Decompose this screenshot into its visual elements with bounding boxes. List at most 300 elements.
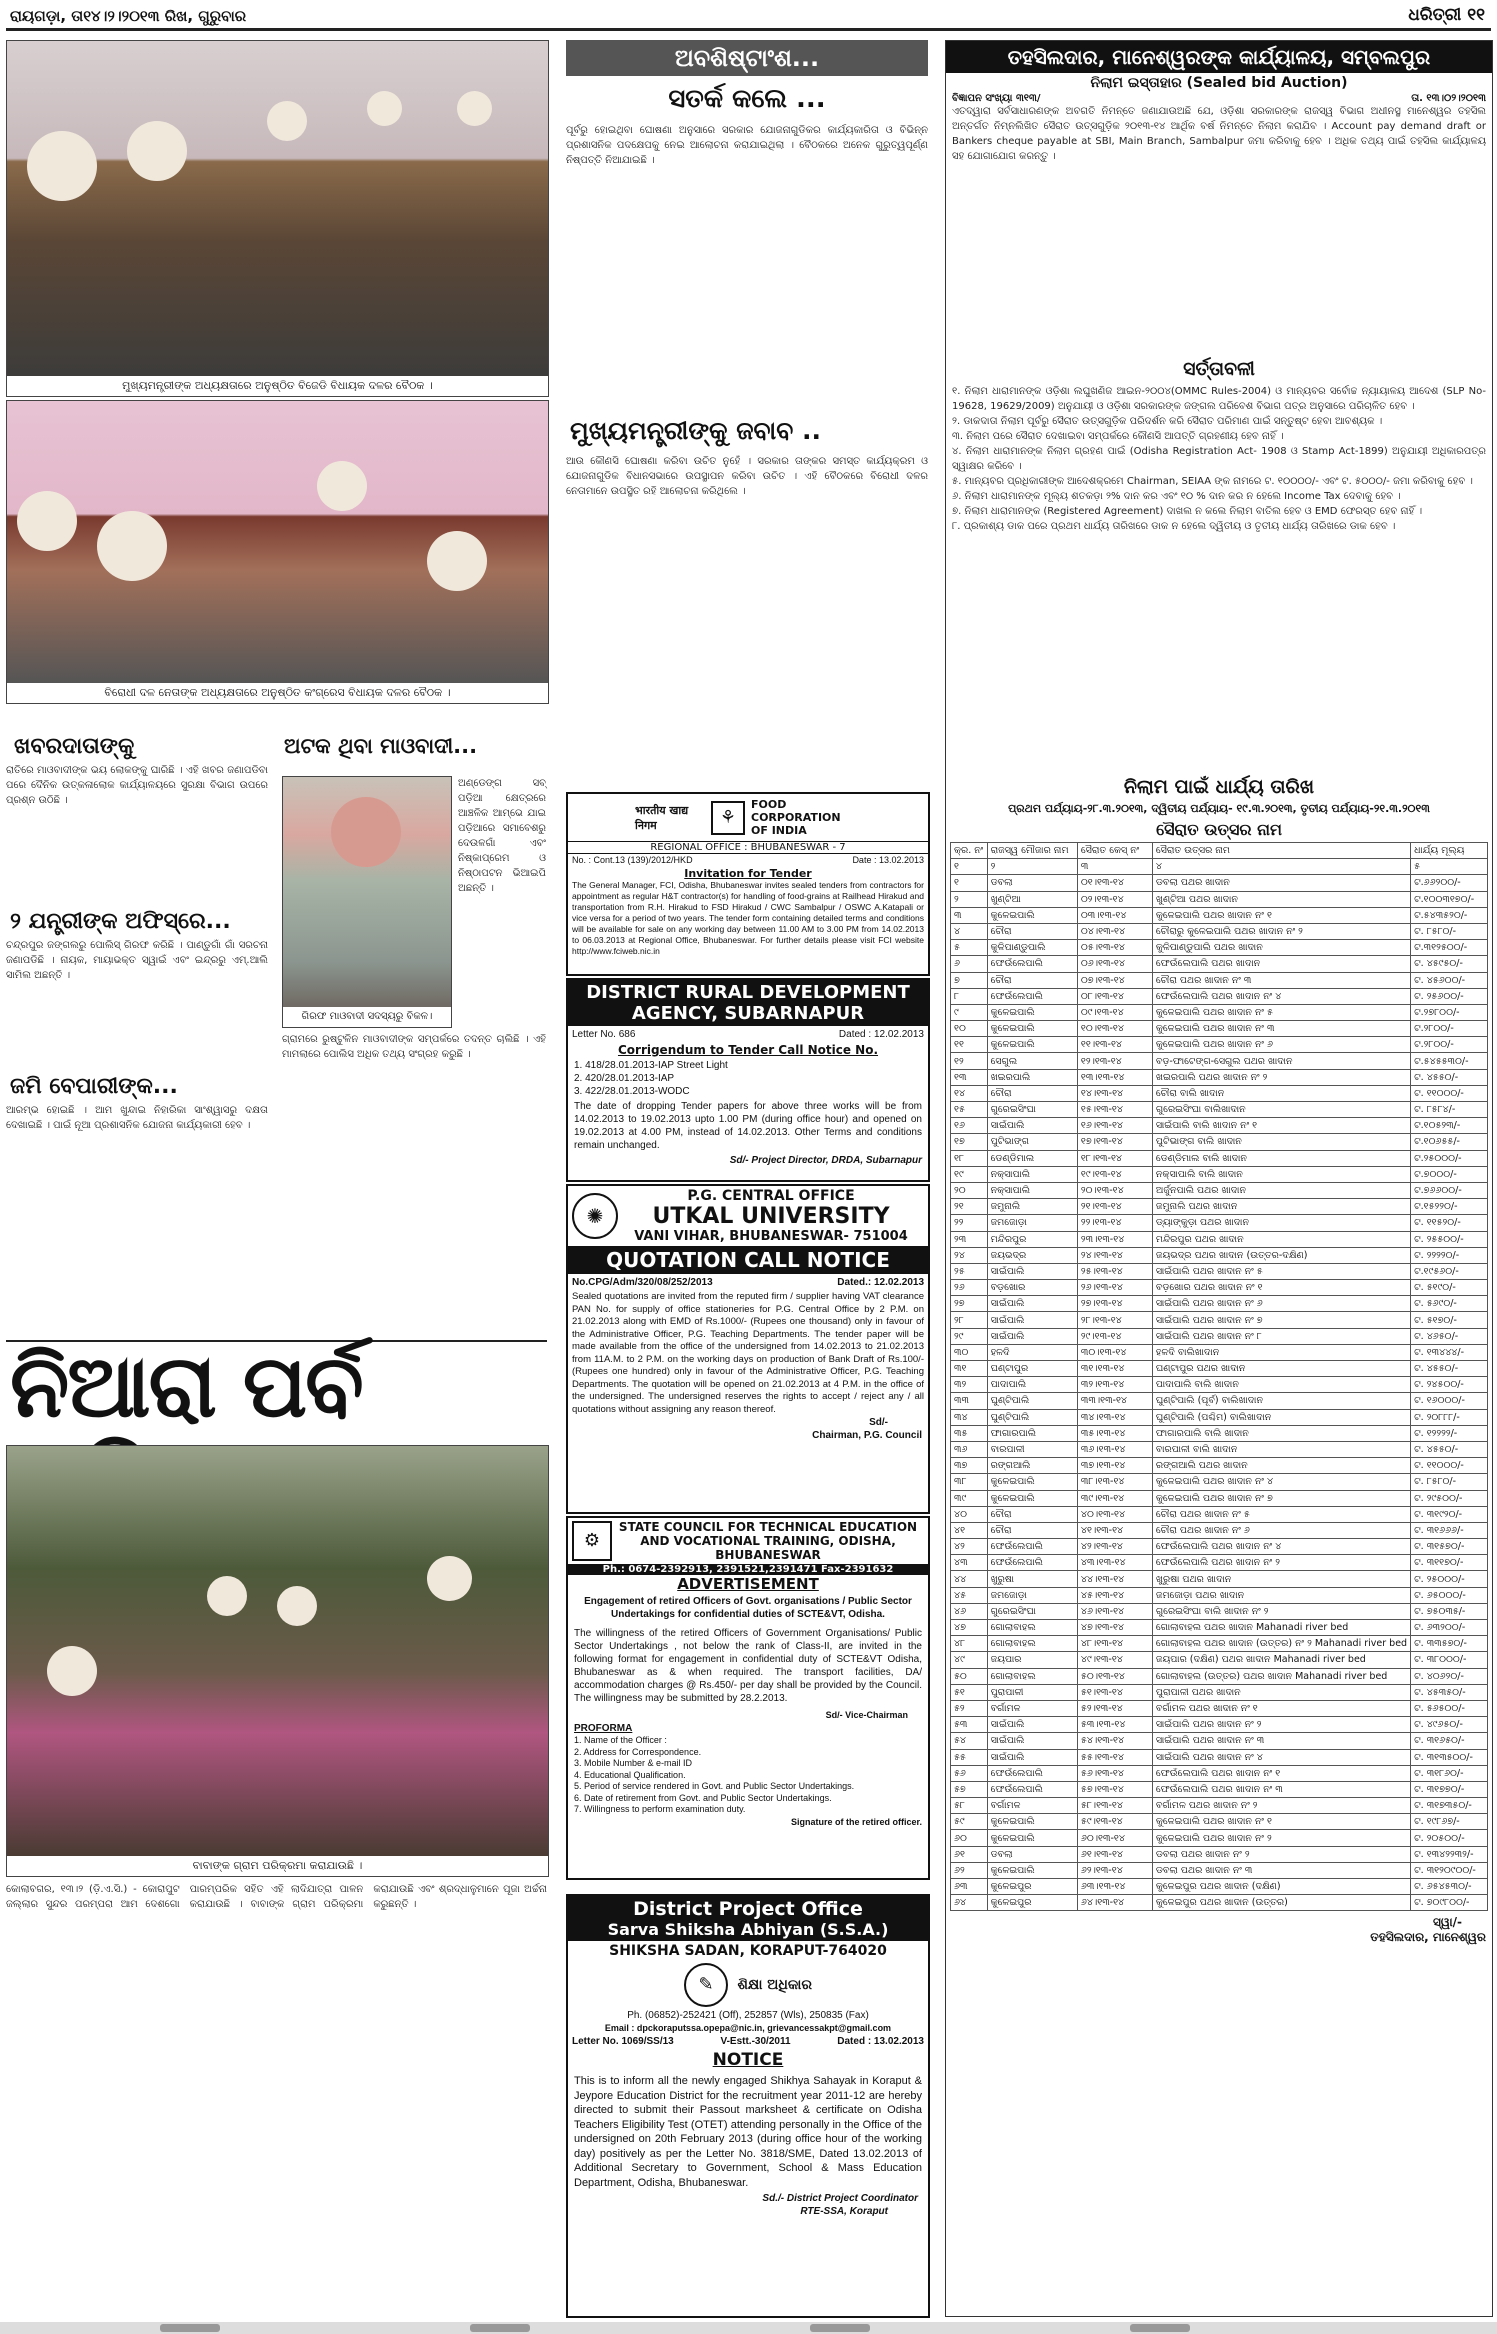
table-cell: ପୁରାପାଳୀ ପଥର ଖାଦାନ — [1152, 1684, 1410, 1700]
table-cell: ୦୮।୧୩-୧୪ — [1077, 988, 1152, 1004]
table-heading: ସୈରାତ ଉତ୍ସର ନାମ — [1156, 820, 1282, 839]
table-cell: ୬୪ — [951, 1895, 988, 1911]
table-row — [951, 923, 1488, 939]
table-cell: ଟ. ୧୧୦୦୦/- — [1411, 1085, 1488, 1101]
table-cell: ୬ — [951, 956, 988, 972]
table-header-row — [951, 843, 1488, 859]
table-cell: ଚୌରା ପଥର ଖାଦାନ ନଂ ୩ — [1152, 972, 1410, 988]
col-header: ଧାର୍ଯ୍ୟ ମୂଲ୍ୟ — [1411, 843, 1488, 859]
table-cell: ବଡ଼ଖୋର ପଥର ଖାଦାନ ନଂ ୧ — [1152, 1280, 1410, 1296]
table-row — [951, 1053, 1488, 1069]
body-text: ଆଉ କୌଣସି ଘୋଷଣା କରିବା ଉଚିତ ନୁହେଁ । ସରକାର ତାଙ୍କର ସମସ୍ତ କାର୍ଯ୍ୟକ୍ରମ ଓ ଯୋଜନାଗୁଡିକ ବିଧାନସଭାରେ ଉପସ୍ଥାପନ କରିବା ଉଚିତ । ଏହି ବୈଠକରେ ବିରୋଧୀ ଦଳର ନେତାମାନେ ଉପସ୍ଥିତ ରହି ଆଲୋଚନା କରିଥିଲେ । — [566, 456, 928, 497]
table-cell: ୪୨ — [951, 1539, 988, 1555]
page-header — [6, 4, 1491, 31]
table-cell: ୨୫।୧୩-୧୪ — [1077, 1263, 1152, 1279]
table-row — [951, 1668, 1488, 1684]
table-row — [951, 1393, 1488, 1409]
table-cell: ଘୁଣ୍ଟିପାଲି — [987, 1409, 1077, 1425]
sctevt-proforma: PROFORMA — [574, 1723, 633, 1734]
table-cell: ଟ. ୫୧୯୦/- — [1411, 1280, 1488, 1296]
table-cell: ଜୟପାର (ଦକ୍ଷିଣ) ପଥର ଖାଦାନ Mahanadi river bed — [1152, 1652, 1410, 1668]
table-cell: ଟ.୭୦୦୦/- — [1411, 1166, 1488, 1182]
ssa-logo-icon: ✎ — [684, 1963, 728, 2007]
table-cell: ୩୬ — [951, 1441, 988, 1457]
table-cell: ୪୯।୧୩-୧୪ — [1077, 1652, 1152, 1668]
table-cell: ଟ. ୪୫୫୦/- — [1411, 1069, 1488, 1085]
table-cell: ୪ — [951, 923, 988, 939]
table-cell: ଟ. ୬୩୨୦୦/- — [1411, 1620, 1488, 1636]
council-logo-icon: ⚙ — [572, 1521, 612, 1561]
table-cell: ୩୪।୧୩-୧୪ — [1077, 1409, 1152, 1425]
col-header: ସୈରାତ କେସ୍ ନଂ — [1077, 843, 1152, 859]
table-cell: ୦୧।୧୩-୧୪ — [1077, 875, 1152, 891]
table-cell: କୁଳେଇପାଲି — [987, 1474, 1077, 1490]
rule-item: ୫. ମାନ୍ୟବର ପ୍ରଧିକାରୀଙ୍କ ଆଦେଶକ୍ରମେ Chairman, SEIAA ଙ୍କ ନାମରେ ଟ. ୧୦୦୦୦/- ଏବଂ ଟ. ୫୦୦୦/- ଜମା କରିବାକୁ ହେବ । — [952, 476, 1473, 487]
table-cell: ଗୁରେଇସିଂଘା ବାଲି ଖାଦାନ ନଂ ୨ — [1152, 1603, 1410, 1619]
table-cell: ୩୮ — [951, 1474, 988, 1490]
table-cell: ଟ. ୨୫୫୦୦/- — [1411, 1231, 1488, 1247]
table-cell: ୪୮।୧୩-୧୪ — [1077, 1636, 1152, 1652]
table-cell: ସାଇଁପାଲି ପଥର ଖାଦାନ ନଂ ୪ — [1152, 1749, 1410, 1765]
table-cell: ୦୬।୧୩-୧୪ — [1077, 956, 1152, 972]
table-cell: ୨୪ — [951, 1247, 988, 1263]
table-cell: ଟ.୧୯୫୬୦/- — [1411, 1263, 1488, 1279]
tahasil-title: ତହସିଲଦାର, ମାନେଶ୍ୱରଙ୍କ କାର୍ଯ୍ୟାଳୟ, ସମ୍ବଲପୁର — [946, 41, 1492, 73]
table-cell: ଜମୁନାଲି ପଥର ଖାଦାନ — [1152, 1199, 1410, 1215]
table-row — [951, 956, 1488, 972]
table-cell: ୫୮।୧୩-୧୪ — [1077, 1798, 1152, 1814]
table-cell: ଟ.୨୭୮୦୦/- — [1411, 1004, 1488, 1020]
sctevt-adv: ADVERTISEMENT — [677, 1575, 819, 1593]
table-cell: ଗୋଲାବାହଲ (ଉତ୍ତର) ପଥର ଖାଦାନ Mahanadi river bed — [1152, 1668, 1410, 1684]
table-cell: ଟ.୨୮୦୦/- — [1411, 1021, 1488, 1037]
drda-date: Dated : 12.02.2013 — [838, 1029, 924, 1040]
table-cell: ଡବଲା ପଥର ଖାଦାନ — [1152, 875, 1410, 891]
table-cell: ୨୮।୧୩-୧୪ — [1077, 1312, 1152, 1328]
table-cell: ଡେଣ୍ଡିମାଲ ବାଲି ଖାଦାନ — [1152, 1150, 1410, 1166]
table-row — [951, 1636, 1488, 1652]
table-cell: ଟ. ୧୨୨୨୨/- — [1411, 1425, 1488, 1441]
table-cell: ୩୨ — [951, 1377, 988, 1393]
table-cell: ୩୯ — [951, 1490, 988, 1506]
table-cell: ୪୦ — [951, 1506, 988, 1522]
table-cell: ୫୧ — [951, 1684, 988, 1700]
continuation-column — [566, 40, 928, 780]
table-cell: ସାଇଁପାଲି ପଥର ଖାଦାନ ନଂ ୩ — [1152, 1733, 1410, 1749]
fci-date: Date : 13.02.2013 — [852, 855, 924, 865]
table-row — [951, 1231, 1488, 1247]
table-cell: ୫୨ — [951, 1700, 988, 1716]
table-cell: ୨୩।୧୩-୧୪ — [1077, 1231, 1152, 1247]
table-cell: ଫେଉଁଲେପାଲି ପଥର ଖାଦାନ ନଂ ୧ — [1152, 1765, 1410, 1781]
utkal-body: Sealed quotations are invited from the reputed firm / supplier having VAT clearance PAN No. for supply of office stationeries for P.G. Central Office by 2 P.M. on 21.02.2013 along with EMD of Rs.1000/- (Rupees one thousand) only in favour of the Administrative Officer, P.G. Teaching Departments. The tender paper will be made available from the office of the undersigned from 14.02.2013 to 21.02.2013 from 11A.M. to 2 P.M. on the working days on production of Bank Draft of Rs.100/- (Rupees one hundred) only in favour of the Administrative Officer, P.G. Teaching Departments. The quotation will be opened on 21.02.2013 at 4 P.M. in the office of the undersigned. The undersigned reserves the rights to accept / reject any / all quotations without assigning any reason thereof. — [572, 1291, 924, 1415]
table-cell: ଟ. ୧୩୪୪୪/- — [1411, 1344, 1488, 1360]
table-row — [951, 1700, 1488, 1716]
headline-cm-reply: ମୁଖ୍ୟମନ୍ତ୍ରୀଙ୍କୁ ଜବାବ .. — [570, 416, 822, 445]
table-cell: ଟ. ୨୫୦୦୦/- — [1411, 1571, 1488, 1587]
table-cell: ଫେଉଁଲେପାଲି — [987, 1539, 1077, 1555]
table-cell: ୫୧।୧୩-୧୪ — [1077, 1684, 1152, 1700]
table-cell: ଫେଉଁଲେପାଲି — [987, 1781, 1077, 1797]
proforma-item: 1. Name of the Officer : — [574, 1735, 667, 1745]
table-row — [951, 1458, 1488, 1474]
table-cell: ୬୦।୧୩-୧୪ — [1077, 1830, 1152, 1846]
table-cell: ୫୫।୧୩-୧୪ — [1077, 1749, 1152, 1765]
table-cell: ଡ୍ୟାଙ୍କୁଡ଼ା ପଥର ଖାଦାନ — [1152, 1215, 1410, 1231]
table-cell: ଟ. ୪୫୩୫୦/- — [1411, 1684, 1488, 1700]
table-row — [951, 907, 1488, 923]
table-cell: ଡେଣ୍ଡିମାଲ — [987, 1150, 1077, 1166]
table-row — [951, 1199, 1488, 1215]
table-cell: ଟ. ୪୬୫୦/- — [1411, 1328, 1488, 1344]
table-row — [951, 1328, 1488, 1344]
table-cell: ଟ. ୬୫୦୦୦/- — [1411, 1587, 1488, 1603]
table-cell: ୪୧।୧୩-୧୪ — [1077, 1522, 1152, 1538]
university-seal-icon: ✺ — [572, 1193, 618, 1239]
ladiyatra-story: କୋଲାବଗର, ୧୩।୨ (ଡ଼ି.ଏ.ସି.) - କୋରାପୁଟ ଜଲ୍ଲାର ସୁନ୍ଦର ପରମ୍ପରା ଆମ ଦେଶଗୋ ପାରମ୍ପରିକ ସହିତ ଏହି ଲାଦିଯାତ୍ରା ପାଳନ କରାଯାଉଛି । ବାବାଙ୍କ ଗ୍ରାମ ପରିକ୍ରମା କରାଯାଉଛି ଏବଂ ଶ୍ରଦ୍ଧାଳୁମାନେ ପୂଜା ଅର୍ଚ୍ଚନା କରୁଛନ୍ତି । — [6, 1884, 547, 1910]
proforma-item: 2. Address for Correspondence. — [574, 1746, 702, 1757]
table-row — [951, 1879, 1488, 1895]
table-cell: ସାଇଁପାଲି ପଥର ଖାଦାନ ନଂ ୭ — [1152, 1312, 1410, 1328]
headline-text: ନିଆରା ପର୍ବ — [10, 1337, 362, 1437]
utkal-sign: Sd/- — [869, 1417, 888, 1428]
table-cell: ଗୋଲାବାହଲ — [987, 1668, 1077, 1684]
col-number: ୨ — [987, 859, 1077, 875]
table-row — [951, 1037, 1488, 1053]
table-cell: ୬୧ — [951, 1846, 988, 1862]
table-row — [951, 1717, 1488, 1733]
photo-caption: ବାବାଙ୍କ ଗ୍ରାମ ପରିକ୍ରମା କରାଯାଉଛି । — [7, 1856, 548, 1876]
table-row — [951, 1474, 1488, 1490]
table-cell: ୩୦।୧୩-୧୪ — [1077, 1344, 1152, 1360]
table-cell: ସାଇଁପାଲି — [987, 1733, 1077, 1749]
table-cell: ଟ. ୬୫୪୫୩୦/- — [1411, 1879, 1488, 1895]
table-cell: କୁଳେଇପାଲି ପଥର ଖାଦାନ ନଂ ୪ — [1152, 1474, 1410, 1490]
table-cell: ୨୪।୧୩-୧୪ — [1077, 1247, 1152, 1263]
table-cell: ବଡ଼-ଫାଟେଙ୍ଗ-ସେଗୁଲ ପଥର ଖାଦାନ — [1152, 1053, 1410, 1069]
table-cell: କୁଳେଇପାଲି ପଥର ଖାଦାନ ନଂ ୩ — [1152, 1021, 1410, 1037]
table-cell: ଟ. ୭୫୦୩୫/- — [1411, 1603, 1488, 1619]
rule-item: ୬. ନିଲାମ ଧାରାମାନଙ୍କ ମୂଲ୍ୟ ଶତକଡ଼ା ୨% ଦାନ କର ଏବଂ ୧୦ % ଦାନ କର ନ ହେଲେ Income Tax ଦେବାକୁ ହେବ । — [952, 491, 1401, 502]
table-cell: ଟ. ୧୧୫୨୦/- — [1411, 1215, 1488, 1231]
table-cell: ଟ. ୨୯୫୦୦/- — [1411, 1490, 1488, 1506]
table-row — [951, 988, 1488, 1004]
table-cell: କୁଳିପାଣ୍ଡୁପାଲି ପଥର ଖାଦାନ — [1152, 940, 1410, 956]
table-row — [951, 1441, 1488, 1457]
table-cell: ୭ — [951, 972, 988, 988]
table-row — [951, 1814, 1488, 1830]
table-cell: ୨୭ — [951, 1296, 988, 1312]
proforma-item: 3. Mobile Number & e-mail ID — [574, 1758, 693, 1768]
body-text: ଅଣ୍ଡେଙ୍ଗ ସବ୍ ପଡ଼ିଆ କ୍ଷେତ୍ରରେ ଆଞ୍ଚଳିକ ଆମ୍ଭେ ଯାଇ ପଡ଼ିଆରେ ସମାବେଶରୁ ଦେଉଳଗାଁ ଏବଂ ନିଷ୍କାପ୍ରେମ ଓ ନିଷ୍ଠାପଟନ ଭିଆଇପି ଅଛନ୍ତି । — [458, 778, 546, 894]
table-cell: ନକ୍ସାପାଲି — [987, 1166, 1077, 1182]
table-cell: କୁଳେଇପାଲି — [987, 1021, 1077, 1037]
table-cell: ୩ — [951, 907, 988, 923]
headline-alert: ସତର୍କ କଲେ ... — [668, 84, 826, 114]
table-cell: ୧୬ — [951, 1118, 988, 1134]
table-row — [951, 1425, 1488, 1441]
col-header: କ୍ର. ନଂ — [951, 843, 988, 859]
tahasil-intro: ଏତଦ୍ୱାରା ସର୍ବସାଧାରଣଙ୍କ ଅବଗତି ନିମନ୍ତେ ଜଣାଯାଉଅଛି ଯେ, ଓଡ଼ିଶା ସରକାରଙ୍କ ରାଜସ୍ୱ ବିଭାଗ ଅଧୀନସ୍ଥ ମାନେଶ୍ୱର ତହସିଲ ଅନ୍ତର୍ଗତ ନିମ୍ନଲିଖିତ ସୈରାତ ଉତ୍ସଗୁଡ଼ିକ ୨୦୧୩-୧୪ ଆର୍ଥିକ ବର୍ଷ ନିମନ୍ତେ ନିଲାମ କରାଯିବ । Account pay demand draft or Bankers cheque payable at SBI, Main Branch, Sambalpur ଜମା କରିବାକୁ ହେବ । ଅଧିକ ତଥ୍ୟ ପାଇଁ ତହସିଲ କାର୍ଯ୍ୟାଳୟ ସହ ଯୋଗାଯୋଗ କରନ୍ତୁ । — [952, 106, 1486, 162]
table-cell: ୬୩।୧୩-୧୪ — [1077, 1879, 1152, 1895]
col-header: ସୈରାତ ଉତ୍ସର ନାମ — [1152, 843, 1410, 859]
continuation-banner: ଅବଶିଷ୍ଟାଂଶ... — [566, 40, 928, 76]
table-cell: ୨୧ — [951, 1199, 988, 1215]
table-cell: ୨୨ — [951, 1215, 988, 1231]
table-row — [951, 1798, 1488, 1814]
table-cell: ଟ. ୪୫୫୦/- — [1411, 1361, 1488, 1377]
sctevt-sig2: Signature of the retired officer. — [790, 1816, 922, 1827]
table-cell: କୁଳେଇପୁର — [987, 1879, 1077, 1895]
table-cell: ଟ. ୫୧୭୦/- — [1411, 1312, 1488, 1328]
table-cell: କୁଳିପାଣ୍ଡୁପାଲି — [987, 940, 1077, 956]
table-row — [951, 1361, 1488, 1377]
table-cell: ଟ.୧୫୨୨୦/- — [1411, 1199, 1488, 1215]
table-row — [951, 940, 1488, 956]
table-cell: ୫୯।୧୩-୧୪ — [1077, 1814, 1152, 1830]
table-cell: ଖଇରପାଲି — [987, 1069, 1077, 1085]
sctevt-body: The willingness of the retired Officers of Government Organisations/ Public Sector Undertakings , not below the rank of Class-II, are invited in the following format for engagement in confidential duty of SCTE&VT Odisha, Bhubaneswar as & when required. The transport facilities, DA/ accommodation charges @ Rs.450/- per day shall be provided by the Council. The willingness may be submitted by 28.2.2013. — [574, 1628, 922, 1704]
table-cell: ୨୬।୧୩-୧୪ — [1077, 1280, 1152, 1296]
ssa-logo-text: ଶିକ୍ଷା ଅଧିକାର — [737, 1977, 812, 1993]
table-row — [951, 1571, 1488, 1587]
drda-item: 3. 422/28.01.2013-WODC — [574, 1086, 690, 1097]
proforma-item: 7. Willingness to perform examination duty. — [574, 1804, 746, 1814]
table-cell: ଟ. ୫୬୯୦/- — [1411, 1296, 1488, 1312]
table-colnum-row — [951, 859, 1488, 875]
table-row — [951, 1522, 1488, 1538]
table-cell: ବଡ଼ଖୋର — [987, 1280, 1077, 1296]
table-row — [951, 1765, 1488, 1781]
table-cell: ଫେଉଁଲେପାଲି — [987, 988, 1077, 1004]
table-cell: ୪୫।୧୩-୧୪ — [1077, 1587, 1152, 1603]
table-cell: ଟ. ୨୪୫୦୦/- — [1411, 1377, 1488, 1393]
ssa-phone: Ph. (06852)-252421 (Off), 252857 (Wls), 250835 (Fax) — [627, 2010, 869, 2021]
meeting-image — [7, 401, 548, 683]
table-cell: ୧୮ — [951, 1150, 988, 1166]
ssa-vestt: V-Estt.-30/2011 — [720, 2036, 791, 2047]
table-cell: ଟ.୬୬୨୦୦/- — [1411, 875, 1488, 891]
auction-date-heading: ନିଲାମ ପାଇଁ ଧାର୍ଯ୍ୟ ତାରିଖ — [1123, 776, 1315, 798]
ssa-subtitle: Sarva Shiksha Abhiyan (S.S.A.) — [607, 1920, 889, 1939]
body-text: ଆରମ୍ଭ ହୋଇଛି । ଆମ ଖୁନ୍ଦାଇ ନିହାରିକା ସାଂଶ୍ୱାସରୁ ଦକ୍ଷତା ଦେଖାଇଛି । ପାଇଁ ନୂଆ ପ୍ରଶାସନିକ ଯୋଜନା କାର୍ଯ୍ୟକାରୀ ହେବ । — [6, 1105, 268, 1131]
table-cell: ୩୦ — [951, 1344, 988, 1360]
table-cell: ୫୯ — [951, 1814, 988, 1830]
table-cell: ବର୍ଗାମଳ — [987, 1700, 1077, 1716]
table-cell: ୩୩।୧୩-୧୪ — [1077, 1393, 1152, 1409]
table-cell: ୬୨ — [951, 1862, 988, 1878]
table-cell: ୨ — [951, 891, 988, 907]
table-cell: ୨୧।୧୩-୧୪ — [1077, 1199, 1152, 1215]
ssa-address: SHIKSHA SADAN, KORAPUT-764020 — [609, 1943, 887, 1959]
table-cell: ଖୁରୁଷା ପଥର ଖାଦାନ — [1152, 1571, 1410, 1587]
table-row — [951, 1555, 1488, 1571]
rules-list — [946, 384, 1492, 774]
table-cell: ୧୩।୧୩-୧୪ — [1077, 1069, 1152, 1085]
tahasil-subtitle: ନିଲାମ ଇସ୍ତାହାର (Sealed bid Auction) — [1090, 75, 1348, 91]
table-row — [951, 1587, 1488, 1603]
table-cell: ୦୩।୧୩-୧୪ — [1077, 907, 1152, 923]
headline-land-dealer: ଜମି ବେପାରୀଙ୍କ... — [10, 1074, 178, 1099]
tahasil-no: ବିଜ୍ଞାପନ ସଂଖ୍ୟା ୩୧୩/ — [952, 93, 1041, 104]
table-cell: ୨୨।୧୩-୧୪ — [1077, 1215, 1152, 1231]
table-cell: ଘଣ୍ଟାପୁର ପଥର ଖାଦାନ — [1152, 1361, 1410, 1377]
table-cell: ପୁଟିଭାଙ୍ଗ — [987, 1134, 1077, 1150]
table-cell: ଜମଜୋଡ଼ା ପଥର ଖାଦାନ — [1152, 1587, 1410, 1603]
table-row — [951, 1895, 1488, 1911]
table-cell: ୫୪।୧୩-୧୪ — [1077, 1733, 1152, 1749]
table-cell: କୁଳେଇପାଲି ପଥର ଖାଦାନ ନଂ ୫ — [1152, 1004, 1410, 1020]
table-cell: ୫୮ — [951, 1798, 988, 1814]
sctevt-phone: Ph.: 0674-2392913, 2391521,2391471 Fax-2391632 — [568, 1564, 928, 1575]
auction-table-body — [951, 875, 1488, 1911]
table-row — [951, 1263, 1488, 1279]
table-cell: ସାଇଁପାଲି ପଥର ଖାଦାନ ନଂ ୫ — [1152, 1263, 1410, 1279]
table-cell: ଟ. ୩୧୩୫୦୦/- — [1411, 1749, 1488, 1765]
table-cell: ୫୦ — [951, 1668, 988, 1684]
headline-informer: ଖବରଦାତାଙ୍କୁ — [14, 734, 135, 759]
table-cell: ୨୯।୧୩-୧୪ — [1077, 1328, 1152, 1344]
table-cell: ୪୪।୧୩-୧୪ — [1077, 1571, 1152, 1587]
table-cell: ଟ. ୪୫୯୫୦/- — [1411, 956, 1488, 972]
table-row — [951, 1409, 1488, 1425]
table-cell: ଟ. ୩୧୬୬୬/- — [1411, 1522, 1488, 1538]
table-cell: ସାଇଁପାଲି ପଥର ଖାଦାନ ନଂ ୮ — [1152, 1328, 1410, 1344]
col-number: ୩ — [1077, 859, 1152, 875]
table-cell: ୨୭।୧୩-୧୪ — [1077, 1296, 1152, 1312]
table-cell: ଜୟଭଦ୍ର ପଥର ଖାଦାନ (ଉତ୍ତର-ଦକ୍ଷିଣ) — [1152, 1247, 1410, 1263]
table-cell: ଟ. ୪୫୬୦୦/- — [1411, 972, 1488, 988]
table-cell: କୁଳେଇପାଲି ପଥର ଖାଦାନ ନଂ ୬ — [1152, 1037, 1410, 1053]
proforma-item: 5. Period of service rendered in Govt. and Public Sector Undertakings. — [574, 1781, 855, 1791]
table-cell: ଚୌରା ପଥର ଖାଦାନ ନଂ ୫ — [1152, 1506, 1410, 1522]
table-cell: ଟ.୧୦୫୨୩/- — [1411, 1118, 1488, 1134]
table-cell: ଟ. ୩୧୫୭୦/- — [1411, 1539, 1488, 1555]
table-cell: କୁଳେଇପାଲି ପଥର ଖାଦାନ ନଂ ୨ — [1152, 1830, 1410, 1846]
table-cell: କୁଳେଇପାଲି — [987, 1814, 1077, 1830]
table-cell: ଚୌରା — [987, 1522, 1077, 1538]
table-cell: ୨୩ — [951, 1231, 988, 1247]
sctevt-title: STATE COUNCIL FOR TECHNICAL EDUCATION AND VOCATIONAL TRAINING, ODISHA, BHUBANESWAR — [618, 1520, 918, 1562]
ssa-date: Dated : 13.02.2013 — [837, 2036, 924, 2047]
table-cell: ସାଇଁପାଲି — [987, 1328, 1077, 1344]
fci-office: REGIONAL OFFICE : BHUBANESWAR - 7 — [568, 841, 928, 854]
table-cell: ୫ — [951, 940, 988, 956]
table-row — [951, 1166, 1488, 1182]
table-cell: ୨୮ — [951, 1312, 988, 1328]
meeting-image — [7, 41, 548, 376]
table-cell: ଫେଉଁଲେପାଲି ପଥର ଖାଦାନ ନଂ ୨ — [1152, 1555, 1410, 1571]
table-cell: ବାରପାଳୀ — [987, 1441, 1077, 1457]
table-cell: ସାଇଁପାଲି ପଥର ଖାଦାନ ନଂ ୬ — [1152, 1296, 1410, 1312]
table-cell: ୩୫।୧୩-୧୪ — [1077, 1425, 1152, 1441]
table-cell: ୩୬।୧୩-୧୪ — [1077, 1441, 1152, 1457]
table-cell: ୨୯ — [951, 1328, 988, 1344]
table-cell: ଟ. ୪୦୬୨୦/- — [1411, 1668, 1488, 1684]
table-cell: ରଙ୍ଗଆଲି ପଥର ଖାଦାନ — [1152, 1458, 1410, 1474]
table-row — [951, 1620, 1488, 1636]
table-cell: ୧୧ — [951, 1037, 988, 1053]
fci-tender-title: Invitation for Tender — [684, 867, 812, 880]
table-cell: ୪୬ — [951, 1603, 988, 1619]
headline-maoist: ଅଟକ ଥିବା ମାଓବାଦୀ... — [284, 734, 478, 758]
table-cell: ଗୋଲାବାହଲ ପଥର ଖାଦାନ (ଉତ୍ତର) ନଂ ୨ Mahanadi river bed — [1152, 1636, 1410, 1652]
table-cell: ଡବଲା ପଥର ଖାଦାନ ନଂ ୨ — [1152, 1846, 1410, 1862]
table-cell: ଟ. ୩୧୨୦୯୦୦/- — [1411, 1862, 1488, 1878]
table-cell: ଚୌରା ବାଲି ଖାଦାନ — [1152, 1085, 1410, 1101]
table-cell: ସାଇଁପାଲି ବାଲି ଖାଦାନ ନଂ ୧ — [1152, 1118, 1410, 1134]
ssa-body: This is to inform all the newly engaged Shikhya Sahayak in Koraput & Jeypore Education District for the recruitment year 2011-12 are hereby directed to submit their Passout marksheet & certificate on Odisha Teachers Eligibility Test (OTET) attending personally in the Office of the undersigned on 20th February 2013 (during office hour of the working day) positively as per the Letter No. 3818/SME, Dated 13.02.2013 of Additional Secretary to Government, School & Mass Education Department, Odisha, Bhubaneswar. — [574, 2075, 922, 2189]
table-cell: ୬୧।୧୩-୧୪ — [1077, 1846, 1152, 1862]
table-row — [951, 1021, 1488, 1037]
table-cell: ୩୯।୧୩-୧୪ — [1077, 1490, 1152, 1506]
rule-item: ୩. ନିଲାମ ପରେ ସୈରାତ ଦେଖାଇବା ସମ୍ପର୍କରେ କୌଣସି ଆପତ୍ତି ଗ୍ରହଣୀୟ ହେବ ନାହିଁ । — [952, 431, 1284, 442]
table-row — [951, 972, 1488, 988]
table-row — [951, 1377, 1488, 1393]
table-row — [951, 1684, 1488, 1700]
table-row — [951, 1506, 1488, 1522]
table-cell: ୩୧।୧୩-୧୪ — [1077, 1361, 1152, 1377]
table-cell: ଟ. ୩୩୫୭୦/- — [1411, 1636, 1488, 1652]
table-row — [951, 875, 1488, 891]
table-row — [951, 1182, 1488, 1198]
table-cell: ଟ. ୨୦୫୦୦/- — [1411, 1830, 1488, 1846]
table-cell: ପୁରାପାଳୀ — [987, 1684, 1077, 1700]
utkal-address: VANI VIHAR, BHUBANESWAR- 751004 — [634, 1229, 908, 1244]
table-cell: ୧୨ — [951, 1053, 988, 1069]
drda-letter: Letter No. 686 — [572, 1029, 636, 1040]
table-cell: ୩୨।୧୩-୧୪ — [1077, 1377, 1152, 1393]
table-cell: ୪୩ — [951, 1555, 988, 1571]
table-cell: ନକ୍ସାପାଲି ବାଲି ଖାଦାନ — [1152, 1166, 1410, 1182]
table-cell: ୫୬।୧୩-୧୪ — [1077, 1765, 1152, 1781]
table-cell: ଜୟଭଦ୍ର — [987, 1247, 1077, 1263]
table-cell: ୫୩ — [951, 1717, 988, 1733]
table-cell: ଘୁଣ୍ଟିପାଲି (ପଶ୍ଚିମ) ବାଲିଖାଦାନ — [1152, 1409, 1410, 1425]
table-cell: ଟ. ୩୧୭୭୦/- — [1411, 1781, 1488, 1797]
table-cell: ଚୌରା — [987, 972, 1077, 988]
table-cell: ଖୁରୁଷା — [987, 1571, 1077, 1587]
drda-body: The date of dropping Tender papers for above three works will be from 14.02.2013 to 19.02.2013 upto 1.00 PM (during office hour) and opened on 19.02.2013 at 4.00 PM, instead of 14.02.2013. Other Terms and conditions remain unchanged. — [574, 1101, 922, 1151]
table-cell: ଟ.୭୬୬୦୦/- — [1411, 1182, 1488, 1198]
table-row — [951, 1312, 1488, 1328]
table-cell: ୬୦ — [951, 1830, 988, 1846]
table-cell: ଜମୁନାଲି — [987, 1199, 1077, 1215]
table-cell: ହଳଦି ବାଲିଖାଦାନ — [1152, 1344, 1410, 1360]
table-cell: ଗୋଲାବାହଲ — [987, 1620, 1077, 1636]
photo-caption: ବିରୋଧୀ ଦଳ ନେତାଙ୍କ ଅଧ୍ୟକ୍ଷତାରେ ଅନୁଷ୍ଠିତ କଂଗ୍ରେସ ବିଧାୟକ ଦଳର ବୈଠକ । — [7, 683, 548, 703]
table-cell: ୪୭ — [951, 1620, 988, 1636]
proforma-item: 6. Date of retirement from Govt. and Public Sector Undertakings. — [574, 1792, 832, 1803]
table-cell: ସାଇଁପାଲି ପଥର ଖାଦାନ ନଂ ୨ — [1152, 1717, 1410, 1733]
table-row — [951, 1344, 1488, 1360]
table-cell: ଡବଲା ପଥର ଖାଦାନ ନଂ ୩ — [1152, 1862, 1410, 1878]
table-cell: ଖୁଣ୍ଟିଆ ପଥର ଖାଦାନ — [1152, 891, 1410, 907]
table-cell: ୧୩ — [951, 1069, 988, 1085]
table-cell: ଟ. ୨୦୮୮୮/- — [1411, 1409, 1488, 1425]
table-cell: ଗୋଲାବାହଲ ପଥର ଖାଦାନ Mahanadi river bed — [1152, 1620, 1410, 1636]
table-cell: ଜମଜୋଡ଼ା — [987, 1587, 1077, 1603]
table-cell: ଟ. ୫୬୫୦୦/- — [1411, 1700, 1488, 1716]
rule-item: ୮. ପ୍ରକାଶ୍ୟ ଡାକ ପରେ ପ୍ରଥମ ଧାର୍ଯ୍ୟ ତାରିଖରେ ଡାକ ନ ହେଲେ ଦ୍ୱିତୀୟ ଓ ତୃତୀୟ ଧାର୍ଯ୍ୟ ତାରିଖରେ ଡାକ ହେବ । — [952, 521, 1396, 532]
table-cell: ରଙ୍ଗଆଲି — [987, 1458, 1077, 1474]
ssa-email: Email : dpckoraputssa.opepa@nic.in, grievancessakpt@gmail.com — [604, 2023, 892, 2033]
table-cell: ୧୭ — [951, 1134, 988, 1150]
table-row — [951, 1247, 1488, 1263]
table-cell: ଟ.୩୧୨୫୦୦/- — [1411, 940, 1488, 956]
table-row — [951, 1118, 1488, 1134]
table-cell: ବର୍ଗାମଳ ପଥର ଖାଦାନ ନଂ ୧ — [1152, 1700, 1410, 1716]
